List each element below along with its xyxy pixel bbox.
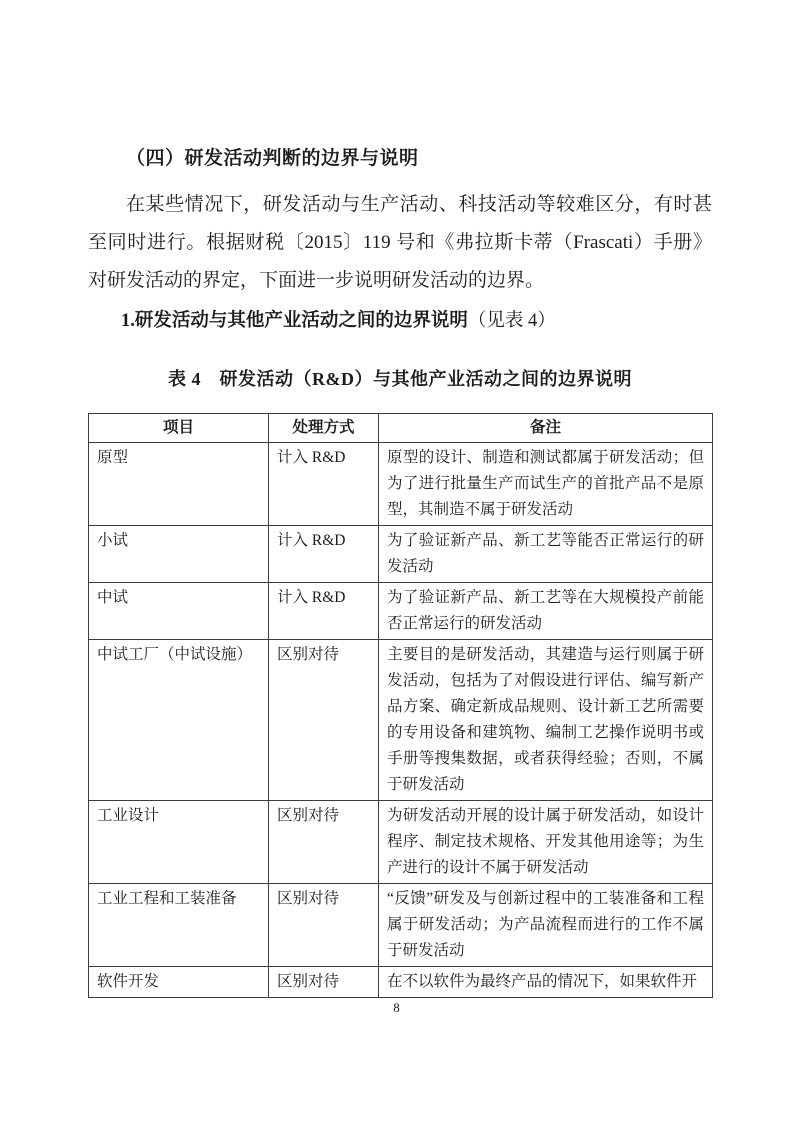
cell-treatment: 计入 R&D (269, 526, 379, 583)
page-number: 8 (393, 1000, 400, 1015)
cell-item: 中试 (89, 583, 269, 640)
cell-note: 在不以软件为最终产品的情况下，如果软件开 (379, 967, 713, 998)
table-row (89, 967, 713, 998)
cell-note: “反馈”研发及与创新过程中的工装准备和工程属于研发活动；为产品流程而进行的工作不属于研发活动 (379, 884, 713, 967)
cell-item: 工业设计 (89, 801, 269, 884)
section-heading: （四）研发活动判断的边界与说明 (126, 148, 419, 169)
cell-treatment: 区别对待 (269, 640, 379, 801)
cell-treatment: 计入 R&D (269, 583, 379, 640)
cell-item: 软件开发 (89, 967, 269, 998)
column-header-note: 备注 (379, 414, 713, 443)
column-header-treatment: 处理方式 (269, 414, 379, 443)
cell-item: 工业工程和工装准备 (89, 884, 269, 967)
table-title: 表 4 研发活动（R&D）与其他产业活动之间的边界说明 (168, 369, 632, 389)
column-header-item: 项目 (89, 414, 269, 443)
cell-note: 主要目的是研发活动，其建造与运行则属于研发活动，包括为了对假设进行评估、编写新产品方案、确定新成品规则、设计新工艺所需要的专用设备和建筑物、编制工艺操作说明书或手册等搜集数据，或者获得经验；否则，不属于研发活动 (379, 640, 713, 801)
subsection-heading-main: 1.研发活动与其他产业活动之间的边界说明 (121, 311, 468, 331)
page-content (88, 0, 712, 998)
table-row (89, 801, 713, 884)
table-row (89, 583, 713, 640)
table-row (89, 884, 713, 967)
table-header-row (89, 414, 713, 443)
cell-item: 原型 (89, 443, 269, 526)
table-row (89, 640, 713, 801)
cell-treatment: 区别对待 (269, 801, 379, 884)
cell-treatment: 计入 R&D (269, 443, 379, 526)
cell-note: 为研发活动开展的设计属于研发活动，如设计程序、制定技术规格、开发其他用途等；为生产进行的设计不属于研发活动 (379, 801, 713, 884)
table-row (89, 443, 713, 526)
subsection-heading (88, 308, 712, 334)
intro-paragraph: 在某些情况下，研发活动与生产活动、科技活动等较难区分，有时甚至同时进行。根据财税〔2015〕119 号和《弗拉斯卡蒂（Frascati）手册》对研发活动的界定，下面进一步说明研发活动的边界。 (88, 194, 712, 291)
cell-note: 为了验证新产品、新工艺等能否正常运行的研发活动 (379, 526, 713, 583)
cell-note: 为了验证新产品、新工艺等在大规模投产前能否正常运行的研发活动 (379, 583, 713, 640)
boundary-table (88, 413, 713, 998)
table-row (89, 526, 713, 583)
cell-item: 小试 (89, 526, 269, 583)
cell-treatment: 区别对待 (269, 884, 379, 967)
cell-treatment: 区别对待 (269, 967, 379, 998)
cell-item: 中试工厂（中试设施） (89, 640, 269, 801)
subsection-heading-ref: （见表 4） (467, 311, 556, 331)
cell-note: 原型的设计、制造和测试都属于研发活动；但为了进行批量生产而试生产的首批产品不是原型，其制造不属于研发活动 (379, 443, 713, 526)
